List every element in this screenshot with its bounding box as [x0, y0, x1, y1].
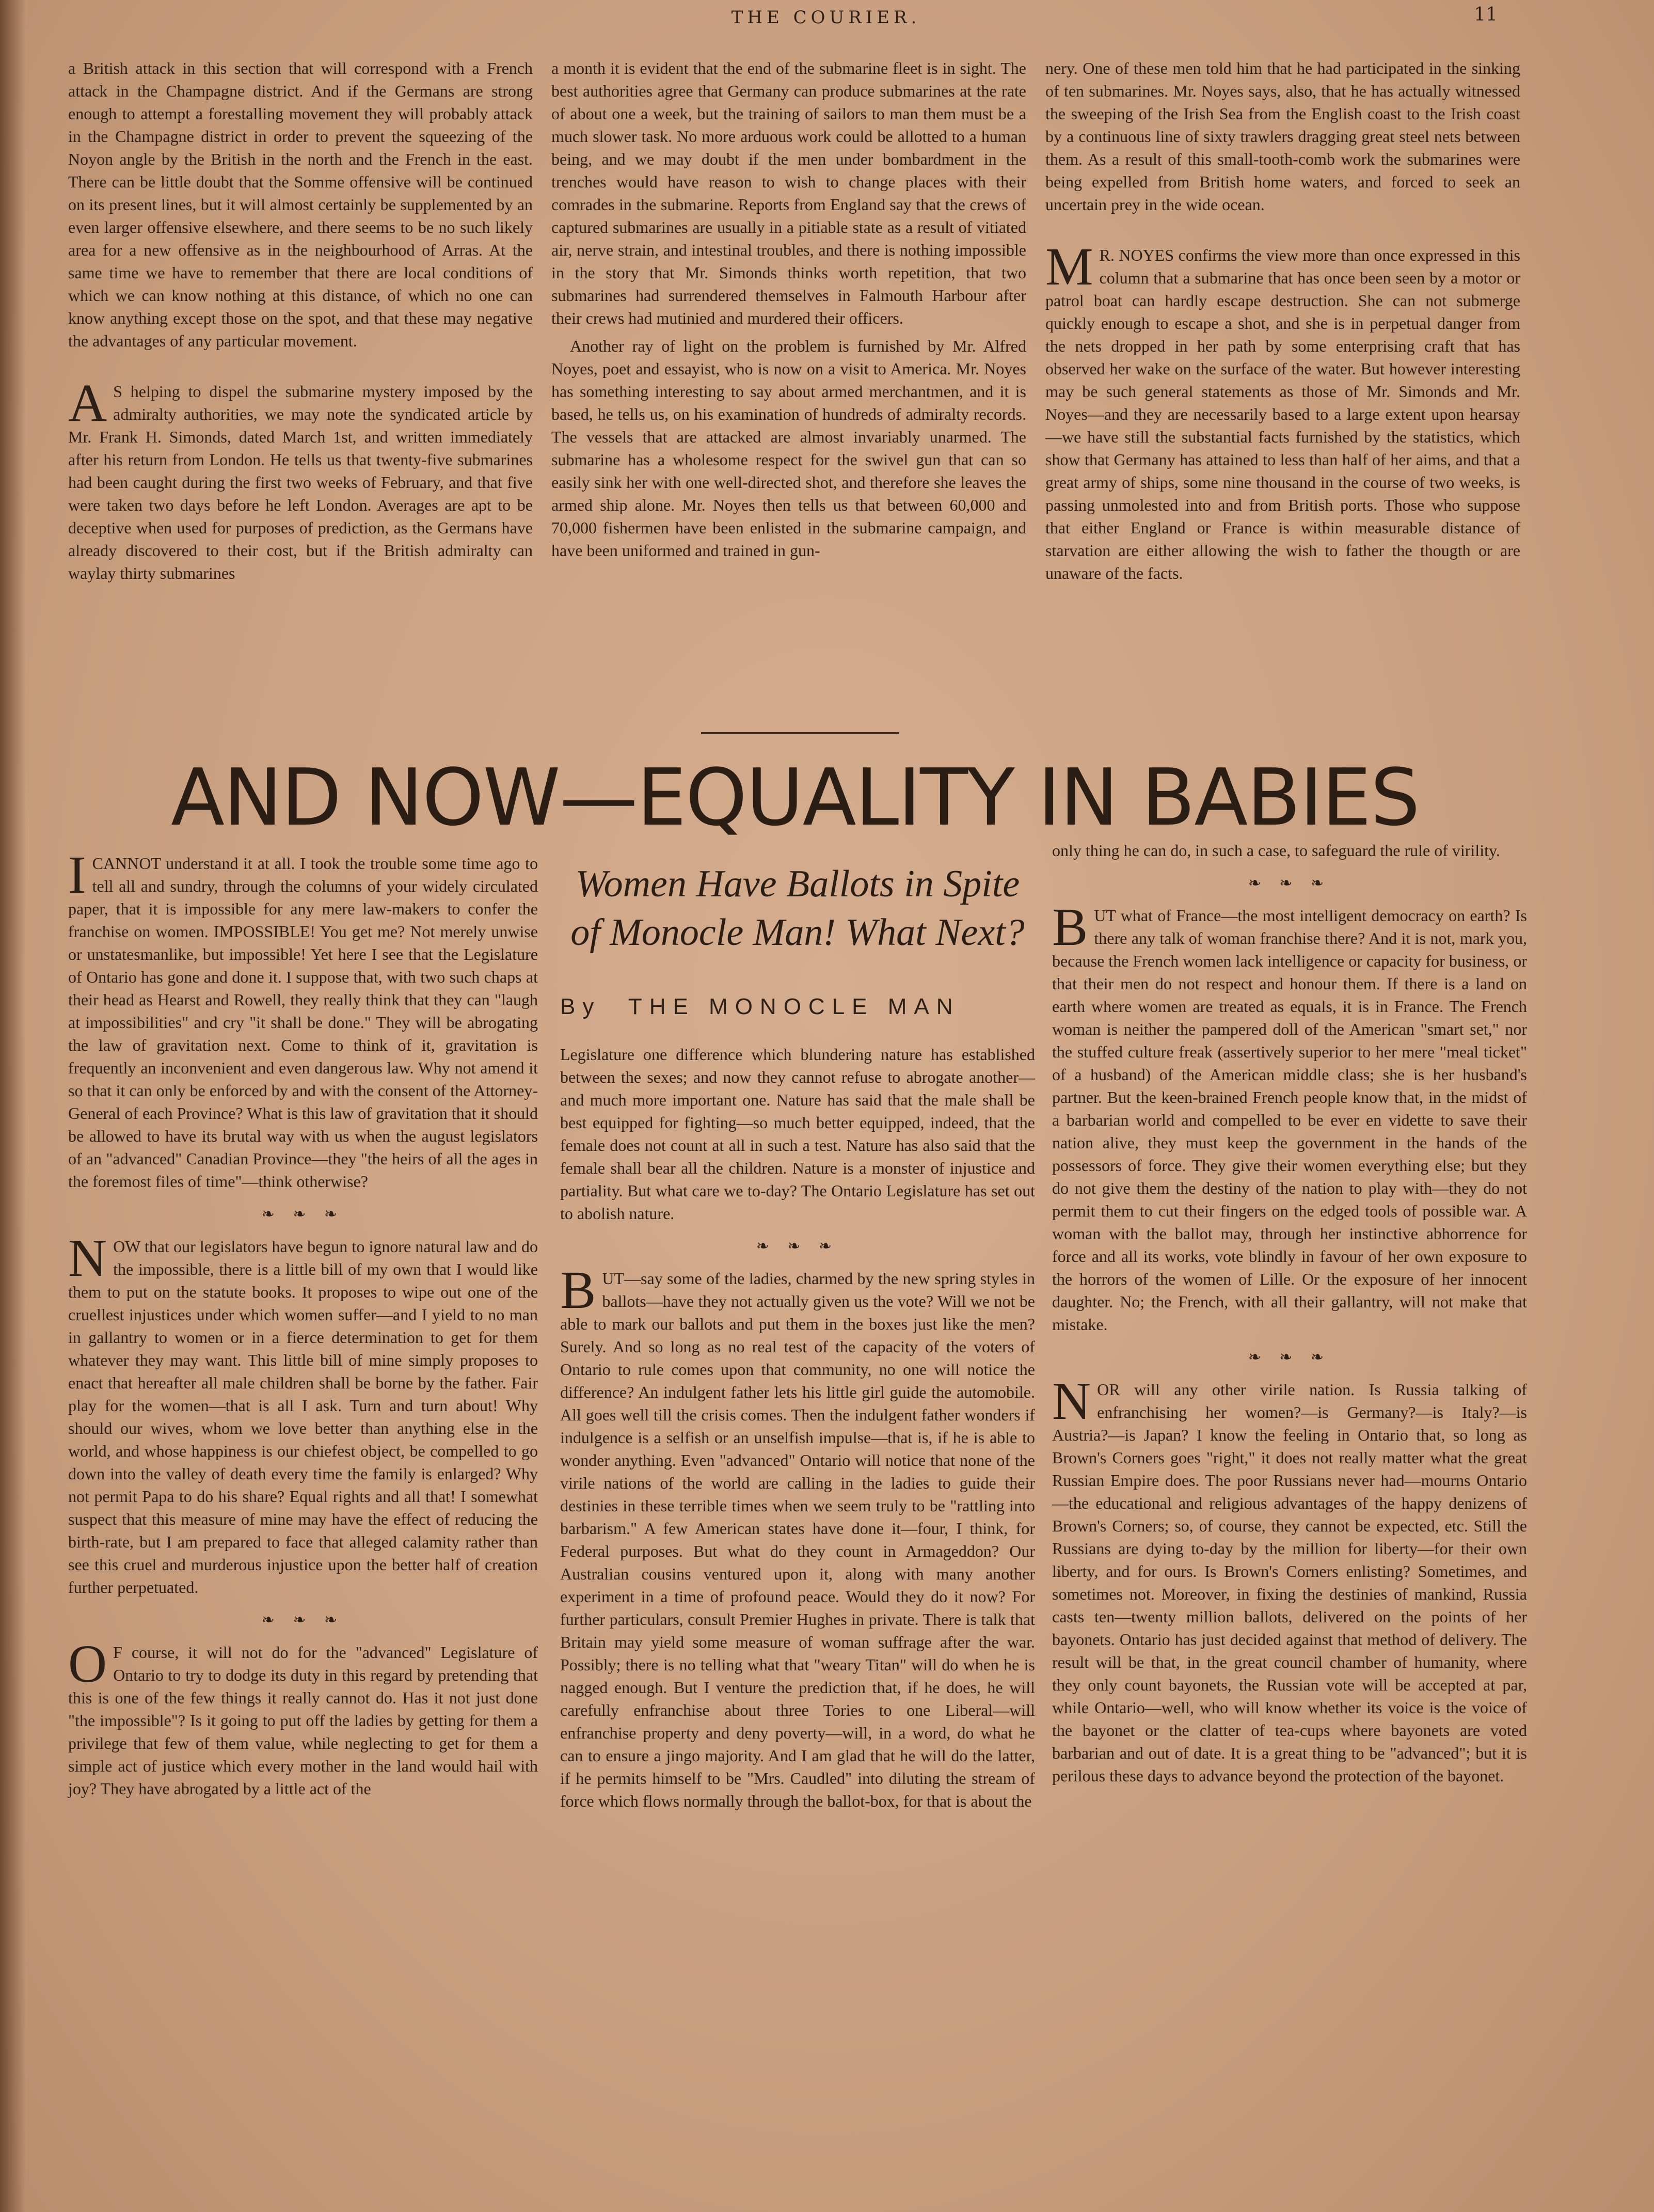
article-subhead: Women Have Ballots in Spite of Monocle Man! What Next?	[570, 863, 1025, 954]
article-headline: AND NOW—EQUALITY IN BABIES	[171, 752, 1419, 843]
byline-author: THE MONOCLE MAN	[628, 994, 960, 1019]
section-divider: ❧ ❧ ❧	[756, 1238, 839, 1255]
paragraph: Another ray of light on the problem is furnished by Mr. Alfred Noyes, poet and essayist, who is now on a visit to America. Mr. Noyes has something interesting to say about armed merchantmen, and it is based, he tells us, on his examination of hundreds of admiralty records. The vessels that are attacked are almost invariably unarmed. The submarine has a wholesome respect for the swivel gun that can so easily sink her with one well-directed shot, and therefore she leaves the armed ship alone. Mr. Noyes then tells us that between 60,000 and 70,000 fishermen have been enlisted in the submarine campaign, and have been uniformed and trained in gun-	[551, 337, 1026, 560]
paragraph-text: R. NOYES confirms the view more than once expressed in this column that a submarine that has once been seen by a motor or patrol boat can hardly escape destruction. She can not submerge quickly enough to escape a shot, and she is in perpetual danger from the nets dropped in her path by some enterprising craft that has observed her wake on the surface of the water. But however interesting may be such general statements as those of Mr. Simonds and Mr. Noyes—and they are necessarily based to a large extent upon hearsay—we have still the substantial facts furnished by the statistics, which show that Germany has attained to less than half of her aims, and that a great army of ships, some nine thousand in the course of two weeks, is passing unmolested into and from British ports. Those who suppose that either England or France is within measurable distance of starvation are either allowing the wish to father the thougth or are unaware of the facts.	[1045, 246, 1520, 582]
drop-cap: N	[1052, 1371, 1091, 1431]
paragraph-text: OR will any other virile nation. Is Russia talking of enfranchising her women?—is Germany?—is Italy?—is Austria?—is Japan? I know the feeling in Ontario that, so long as Brown's Corners goes "right," it does not really matter what the great Russian Empire does. The poor Russians never had—mourns Ontario—the educational and religious advantages of the happy denizens of Brown's Corners; so, of course, they cannot be expected, etc. Still the Russians are dying to-day by the million for liberty—for their own liberty, and for ours. Is Brown's Corners enlisting? Sometimes, and sometimes not. Moreover, in fixing the destinies of mankind, Russia casts ten—twenty million ballots, delivered on the points of her bayonets. Ontario has just decided against that method of delivery. The result will be that, in the great council chamber of humanity, where they only count bayonets, the Russian vote will be accepted at par, while Ontario—well, who will know whether its voice is the voice of the bayonet or the clatter of tea-cups where bayonets are voted barbarian and out of date. It is a great thing to be "advanced"; but it is perilous these days to advance beyond the protection of the bayonet.	[1052, 1380, 1527, 1785]
paragraph-text: UT—say some of the ladies, charmed by the new spring styles in ballots—have they not actually given us the vote? Will we not be able to mark our ballots and put them in the boxes just like the men? Surely. And so long as no real test of the capacity of the voters of Ontario to rule comes upon that community, no one will notice the difference? An indulgent father lets his little girl guide the automobile. All goes well till the crisis comes. Then the indulgent father wonders if indulgence is a selfish or an unselfish impulse—that is, if he is able to wonder anything. Even "advanced" Ontario will notice that none of the virile nations of the world are calling in the ladies to guide their destinies in these terrible times when we seem truly to be "rattling into barbarism." A few American states have done it—four, I think, for Federal purposes. But what do they count in Armageddon? Our Australian cousins ventured upon it, along with many another experiment in a time of profound peace. Would they do it now? For further particulars, consult Premier Hughes in private. There is talk that Britain may yield some measure of woman suffrage after the war. Possibly; there is no telling what that "weary Titan" will do when he is nagged enough. But I venture the prediction that, if he does, he will carefully enfranchise about three Tories to one Liberal—will enfranchise property and deny poverty—will, in a word, do what he can to ensure a jingo majority. And I am glad that he will do the latter, if he permits himself to be "Mrs. Caudled" into diluting the stream of force which flows normally through the ballot-box, for that is about the	[560, 1269, 1035, 1810]
paragraph: nery. One of these men told him that he had participated in the sinking of ten submarines. Mr. Noyes says, also, that he has actually witnessed the sweeping of the Irish Sea from the English coast to the Irish coast by a continuous line of sixty trawlers dragging great steel nets between them. As a result of this small-tooth-comb work the submarines were being expelled from British home waters, and forced to seek an uncertain prey in the wide ocean.	[1045, 59, 1520, 214]
section-divider: ❧ ❧ ❧	[1248, 1349, 1331, 1366]
section-divider: ❧ ❧ ❧	[1248, 875, 1331, 892]
article-column-2	[560, 1043, 1035, 2200]
paragraph	[1052, 897, 1527, 1336]
section-divider: ❧ ❧ ❧	[261, 1611, 345, 1629]
top-column-1	[68, 57, 533, 728]
article-column-1	[68, 845, 538, 2194]
drop-cap: B	[560, 1260, 596, 1320]
page-number: 11	[1474, 4, 1498, 25]
top-column-2	[551, 57, 1026, 728]
paragraph	[68, 373, 533, 584]
section-divider: ❧ ❧ ❧	[261, 1206, 345, 1223]
paragraph	[68, 1634, 538, 1800]
paragraph: only thing he can do, in such a case, to safeguard the rule of virility.	[1052, 841, 1500, 860]
section-rule	[701, 732, 899, 734]
drop-cap: M	[1045, 237, 1093, 296]
running-head: THE COURIER.	[731, 7, 921, 28]
drop-cap: N	[68, 1228, 107, 1288]
byline	[560, 994, 1035, 1020]
paragraph-text: S helping to dispel the submarine mystery imposed by the admiralty authorities, we may note the syndicated article by Mr. Frank H. Simonds, dated March 1st, and written immediately after his return from London. He tells us that twenty-five submarines had been caught during the first two weeks of February, and that five were taken two days before he left London. Averages are apt to be deceptive when used for purposes of prediction, as the Germans have already discovered to their cost, but if the British admiralty can waylay thirty submarines	[68, 382, 533, 582]
drop-cap: A	[68, 373, 107, 433]
paragraph	[560, 1260, 1035, 1812]
article-column-3	[1052, 839, 1527, 2197]
drop-cap: B	[1052, 897, 1088, 957]
paragraph-text: F course, it will not do for the "advanced" Legislature of Ontario to try to dodge its duty in this regard by pretending that this is one of the few things it really cannot do. Has it not just done "the impossible"? Is it going to put off the ladies by getting for them a privilege that few of them value, while neglecting to get for them a simple act of justice which every mother in the land would hail with joy? They have abrogated by a little act of the	[68, 1643, 538, 1798]
binding-gutter-shadow	[0, 0, 26, 2212]
paragraph	[68, 845, 538, 1193]
byline-by: By	[560, 994, 601, 1019]
paragraph: a British attack in this section that will correspond with a French attack in the Champagne district. And if the Germans are strong enough to attempt a forestalling movement they will probably attack in the Champagne district in order to prevent the squeezing of the Noyon angle by the British in the north and the French in the east. There can be little doubt that the Somme offensive will be continued on its present lines, but it will almost certainly be supplemented by an even larger offensive elsewhere, and there seems to be no such likely area for a new offensive as in the neighbourhood of Arras. At the same time we have to remember that there are local conditions of which we can know nothing at this distance, of which no one can know anything except those on the spot, and that these may negative the advantages of any particular movement.	[68, 59, 533, 350]
paragraph	[68, 1228, 538, 1599]
paragraph: a month it is evident that the end of the submarine fleet is in sight. The best authorities agree that Germany can produce submarines at the rate of about one a week, but the training of sailors to man them must be a much slower task. No more arduous work could be allotted to a human being, and we may doubt if the men under bombardment in the trenches would have reason to wish to change places with their comrades in the submarine. Reports from England say that the crews of captured submarines are usually in a pitiable state as a result of vitiated air, nerve strain, and intestinal troubles, and there is nothing impossible in the story that Mr. Simonds thinks worth repetition, that two submarines had surrendered themselves in Falmouth Harbour after their crews had mutinied and murdered their officers.	[551, 59, 1026, 327]
paragraph-text: CANNOT understand it at all. I took the trouble some time ago to tell all and sundry, through the columns of your widely circulated paper, that it is impossible for any mere law-makers to confer the franchise on women. IMPOSSIBLE! You get me? Not merely unwise or unstatesmanlike, but impossible! Yet here I see that the Legislature of Ontario has gone and done it. I suppose that, with two such chaps at their head as Hearst and Rowell, they really think that they can "laugh at impossibilities" and cry "it shall be done." They will be abrogating the law of gravitation next. Come to think of it, gravitation is frequently an inconvenient and even dangerous law. Why not amend it so that it can only be enforced by and with the consent of the Attorney-General of each Province? What is this law of gravitation that it should be allowed to have its brutal way with us when the august legislators of an "advanced" Canadian Province—they "the heirs of all the ages in the foremost files of time"—think otherwise?	[68, 854, 538, 1191]
paragraph	[1045, 237, 1520, 584]
paragraph	[1052, 1371, 1527, 1787]
drop-cap: I	[68, 845, 86, 905]
drop-cap: O	[68, 1634, 107, 1694]
paragraph: Legislature one difference which blundering nature has established between the sexes; and now they cannot refuse to abrogate another—and much more important one. Nature has said that the male shall be best equipped for fighting—so much better equipped, indeed, that the female does not count at all in such a test. Nature has also said that the female shall bear all the children. Nature is a monster of injustice and partiality. But what care we to-day? The Ontario Legislature has set out to abolish nature.	[560, 1045, 1035, 1223]
paragraph-text: UT what of France—the most intelligent democracy on earth? Is there any talk of woman franchise there? And it is not, mark you, because the French women lack intelligence or capacity for business, or that their men do not respect and honour them. If there is a land on earth where women are treated as equals, it is in France. The French woman is neither the pampered doll of the American "smart set," nor the stuffed culture freak (assertively superior to her mere "meal ticket" of a husband) of the American middle class; she is her husband's partner. But the keen-brained French people know that, in the midst of a barbarian world and compelled to be ever en vidette to save their nation alive, they must keep the government in the hands of the possessors of force. They give their women everything else; but they do not give them the destiny of the nation to play with—they do not permit them to cut their fingers on the edged tools of possible war. A woman with the ballot may, through her instinctive abhorrence for force and all its works, vote blindly in favour of her own exposure to the horrors of the women of Lille. Or the exposure of her innocent daughter. No; the French, with all their gallantry, will not make that mistake.	[1052, 906, 1527, 1334]
paragraph-text: OW that our legislators have begun to ignore natural law and do the impossible, there is a little bill of my own that I would like them to put on the statute books. It proposes to wipe out one of the cruellest injustices under which women suffer—and I yield to no man in gallantry to women or in a fierce determination to get for them whatever they may want. This little bill of mine simply proposes to enact that hereafter all male children shall be borne by the father. Fair play for the women—that is all I ask. Turn and turn about! Why should our wives, whom we love better than anything else in the world, and whose happiness is our chiefest object, be compelled to go down into the valley of death every time the family is enlarged? Why not permit Papa to do his share? Equal rights and all that! I somewhat suspect that this measure of mine may have the effect of reducing the birth-rate, but I am prepared to face that alleged calamity rather than see this cruel and murderous injustice upon the better half of creation further perpetuated.	[68, 1237, 538, 1597]
top-column-3	[1045, 57, 1520, 728]
